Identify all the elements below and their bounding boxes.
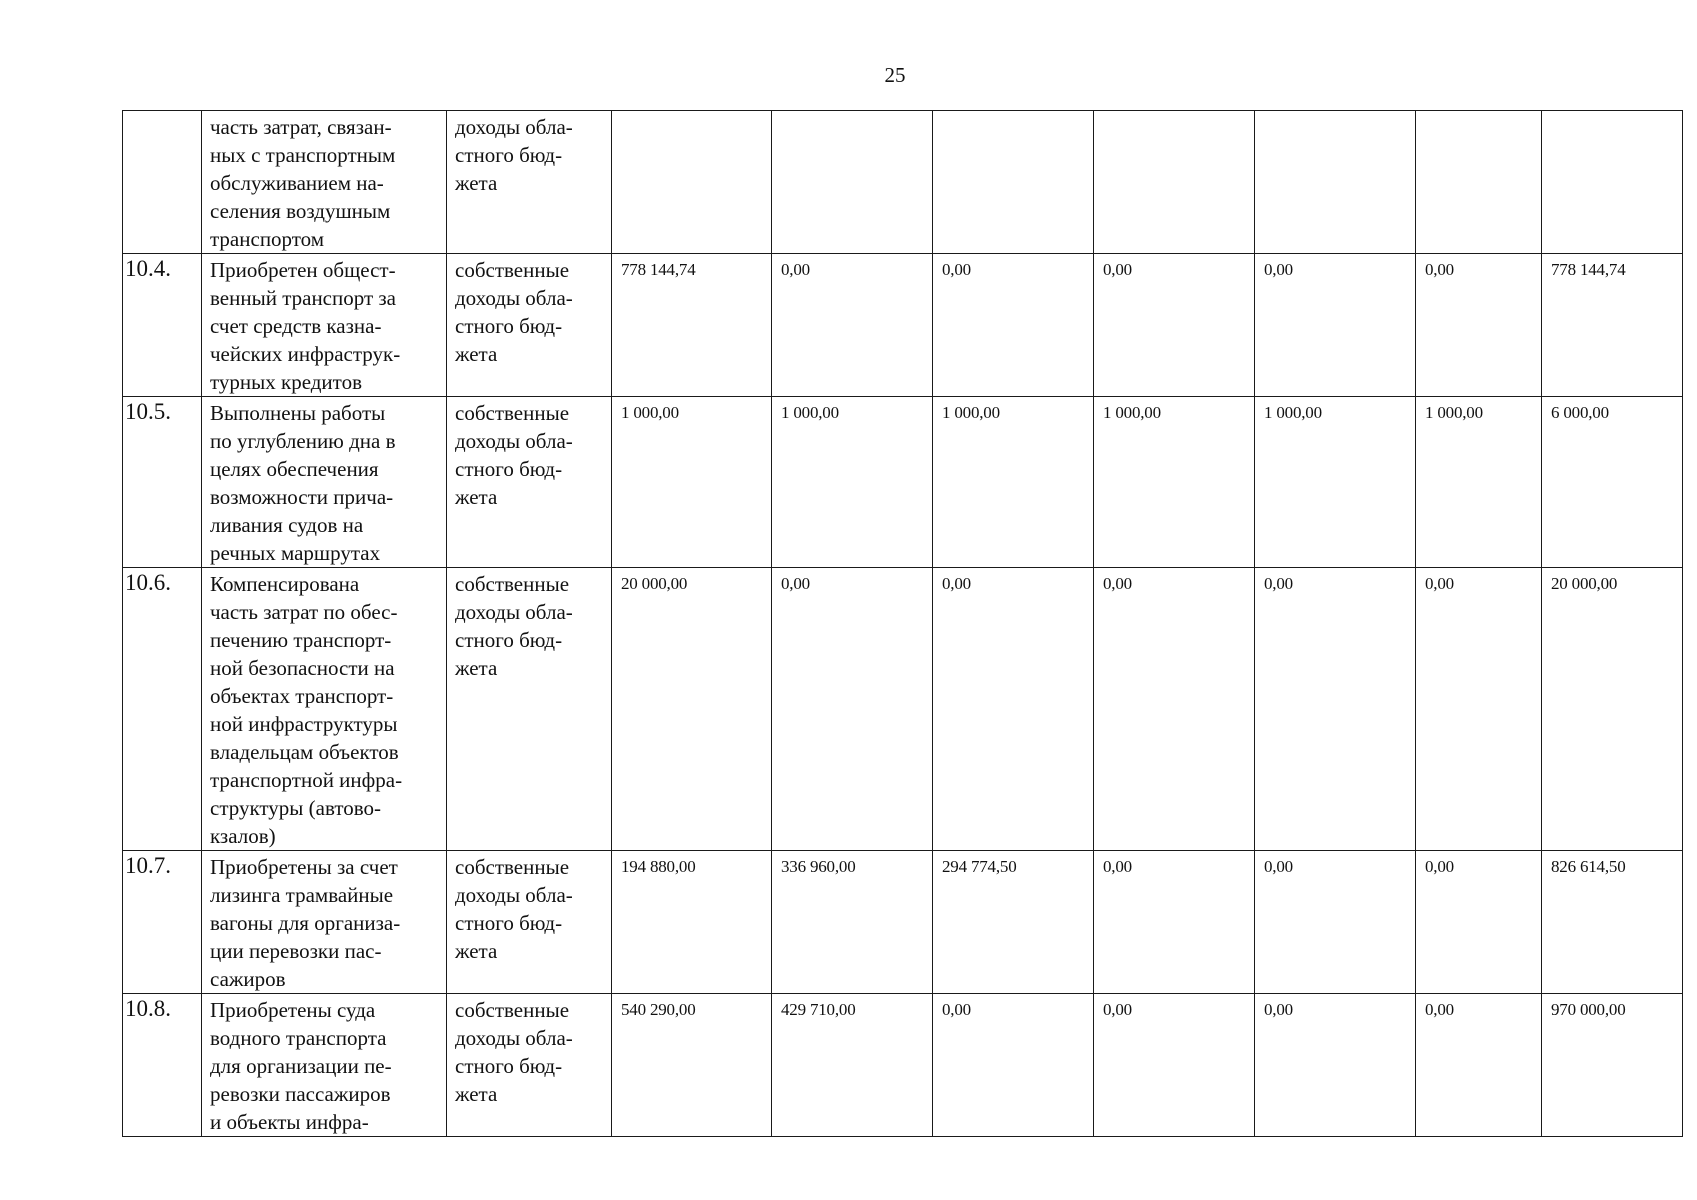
source-line: стного бюд- <box>455 911 563 935</box>
amount-year-5: 0,00 <box>1255 851 1416 994</box>
source-line: доходы обла- <box>455 1026 573 1050</box>
description-line: Приобретен общест- <box>210 258 396 282</box>
amount-year-3 <box>933 111 1094 254</box>
description-line: обслуживанием на- <box>210 171 384 195</box>
description-line: целях обеспечения <box>210 457 379 481</box>
row-number: 10.4. <box>123 254 202 397</box>
description-line: возможности прича- <box>210 485 394 509</box>
source-line: доходы обла- <box>455 429 573 453</box>
amount-year-3: 0,00 <box>933 568 1094 851</box>
amount-year-5: 0,00 <box>1255 568 1416 851</box>
amount-year-4: 0,00 <box>1094 568 1255 851</box>
description-line: лизинга трамвайные <box>210 883 394 907</box>
amount-year-6 <box>1416 111 1542 254</box>
description-line: селения воздушным <box>210 199 391 223</box>
amount-year-5: 1 000,00 <box>1255 397 1416 568</box>
amount-year-6: 0,00 <box>1416 254 1542 397</box>
amount-year-6: 1 000,00 <box>1416 397 1542 568</box>
amount-year-2: 0,00 <box>772 568 933 851</box>
amount-year-4: 1 000,00 <box>1094 397 1255 568</box>
description-line: сажиров <box>210 967 286 991</box>
measure-description <box>202 851 447 994</box>
description-line: ных с транспортным <box>210 143 396 167</box>
source-line: стного бюд- <box>455 314 563 338</box>
description-line: вагоны для организа- <box>210 911 401 935</box>
description-line: объектах транспорт- <box>210 684 394 708</box>
amount-total: 826 614,50 <box>1542 851 1683 994</box>
description-line: ливания судов на <box>210 513 364 537</box>
description-line: ревозки пассажиров <box>210 1082 391 1106</box>
row-number: 10.8. <box>123 994 202 1137</box>
description-line: венный транспорт за <box>210 286 397 310</box>
amount-year-4: 0,00 <box>1094 851 1255 994</box>
description-line: счет средств казна- <box>210 314 382 338</box>
source-line: жета <box>455 171 498 195</box>
description-line: ной безопасности на <box>210 656 395 680</box>
page-number: 25 <box>884 63 906 87</box>
description-line: транспортной инфра- <box>210 768 403 792</box>
funding-source <box>447 111 612 254</box>
amount-year-1 <box>612 111 772 254</box>
amount-year-2: 336 960,00 <box>772 851 933 994</box>
amount-year-4: 0,00 <box>1094 994 1255 1137</box>
amount-year-2: 429 710,00 <box>772 994 933 1137</box>
amount-year-4: 0,00 <box>1094 254 1255 397</box>
row-number <box>123 111 202 254</box>
amount-total: 6 000,00 <box>1542 397 1683 568</box>
amount-year-2 <box>772 111 933 254</box>
description-line: Приобретены за счет <box>210 855 398 879</box>
description-line: ции перевозки пас- <box>210 939 382 963</box>
source-line: стного бюд- <box>455 143 563 167</box>
amount-total: 778 144,74 <box>1542 254 1683 397</box>
description-line: часть затрат по обес- <box>210 600 398 624</box>
amount-total <box>1542 111 1683 254</box>
funding-source <box>447 568 612 851</box>
table-row <box>123 111 1683 254</box>
source-line: жета <box>455 342 498 366</box>
table-row <box>123 254 1683 397</box>
table-row <box>123 568 1683 851</box>
source-line: стного бюд- <box>455 1054 563 1078</box>
funding-source <box>447 994 612 1137</box>
source-line: жета <box>455 656 498 680</box>
amount-year-5: 0,00 <box>1255 994 1416 1137</box>
description-line: печению транспорт- <box>210 628 392 652</box>
description-line: водного транспорта <box>210 1026 387 1050</box>
amount-year-3: 1 000,00 <box>933 397 1094 568</box>
description-line: турных кредитов <box>210 370 362 394</box>
description-line: часть затрат, связан- <box>210 115 392 139</box>
measure-description <box>202 994 447 1137</box>
description-line: чейских инфраструк- <box>210 342 401 366</box>
amount-year-5 <box>1255 111 1416 254</box>
amount-total: 970 000,00 <box>1542 994 1683 1137</box>
source-line: собственные <box>455 401 570 425</box>
description-line: Приобретены суда <box>210 998 376 1022</box>
amount-year-1: 1 000,00 <box>612 397 772 568</box>
source-line: доходы обла- <box>455 600 573 624</box>
description-line: ной инфраструктуры <box>210 712 398 736</box>
budget-table <box>122 110 1683 1137</box>
source-line: собственные <box>455 258 570 282</box>
description-line: для организации пе- <box>210 1054 392 1078</box>
amount-year-5: 0,00 <box>1255 254 1416 397</box>
row-number: 10.5. <box>123 397 202 568</box>
amount-year-6: 0,00 <box>1416 568 1542 851</box>
funding-source <box>447 851 612 994</box>
description-line: транспортом <box>210 227 325 251</box>
amount-year-3: 0,00 <box>933 994 1094 1137</box>
amount-year-1: 778 144,74 <box>612 254 772 397</box>
source-line: доходы обла- <box>455 286 573 310</box>
description-line: речных маршрутах <box>210 541 381 565</box>
funding-source <box>447 397 612 568</box>
measure-description <box>202 254 447 397</box>
amount-year-6: 0,00 <box>1416 851 1542 994</box>
source-line: жета <box>455 485 498 509</box>
amount-year-6: 0,00 <box>1416 994 1542 1137</box>
description-line: кзалов) <box>210 824 276 848</box>
amount-year-1: 194 880,00 <box>612 851 772 994</box>
amount-year-3: 0,00 <box>933 254 1094 397</box>
amount-year-2: 1 000,00 <box>772 397 933 568</box>
source-line: стного бюд- <box>455 457 563 481</box>
amount-year-4 <box>1094 111 1255 254</box>
funding-source <box>447 254 612 397</box>
description-line: владельцам объектов <box>210 740 399 764</box>
source-line: жета <box>455 939 498 963</box>
row-number: 10.7. <box>123 851 202 994</box>
source-line: стного бюд- <box>455 628 563 652</box>
measure-description <box>202 568 447 851</box>
source-line: жета <box>455 1082 498 1106</box>
source-line: доходы обла- <box>455 883 573 907</box>
measure-description <box>202 397 447 568</box>
amount-year-3: 294 774,50 <box>933 851 1094 994</box>
source-line: собственные <box>455 572 570 596</box>
table-row <box>123 397 1683 568</box>
source-line: доходы обла- <box>455 115 573 139</box>
amount-year-2: 0,00 <box>772 254 933 397</box>
amount-year-1: 20 000,00 <box>612 568 772 851</box>
amount-total: 20 000,00 <box>1542 568 1683 851</box>
row-number: 10.6. <box>123 568 202 851</box>
table-row <box>123 994 1683 1137</box>
amount-year-1: 540 290,00 <box>612 994 772 1137</box>
table-body <box>123 111 1683 1137</box>
description-line: Выполнены работы <box>210 401 386 425</box>
description-line: и объекты инфра- <box>210 1110 369 1134</box>
source-line: собственные <box>455 998 570 1022</box>
table-row <box>123 851 1683 994</box>
description-line: Компенсирована <box>210 572 360 596</box>
measure-description <box>202 111 447 254</box>
description-line: по углублению дна в <box>210 429 396 453</box>
description-line: структуры (автово- <box>210 796 382 820</box>
source-line: собственные <box>455 855 570 879</box>
